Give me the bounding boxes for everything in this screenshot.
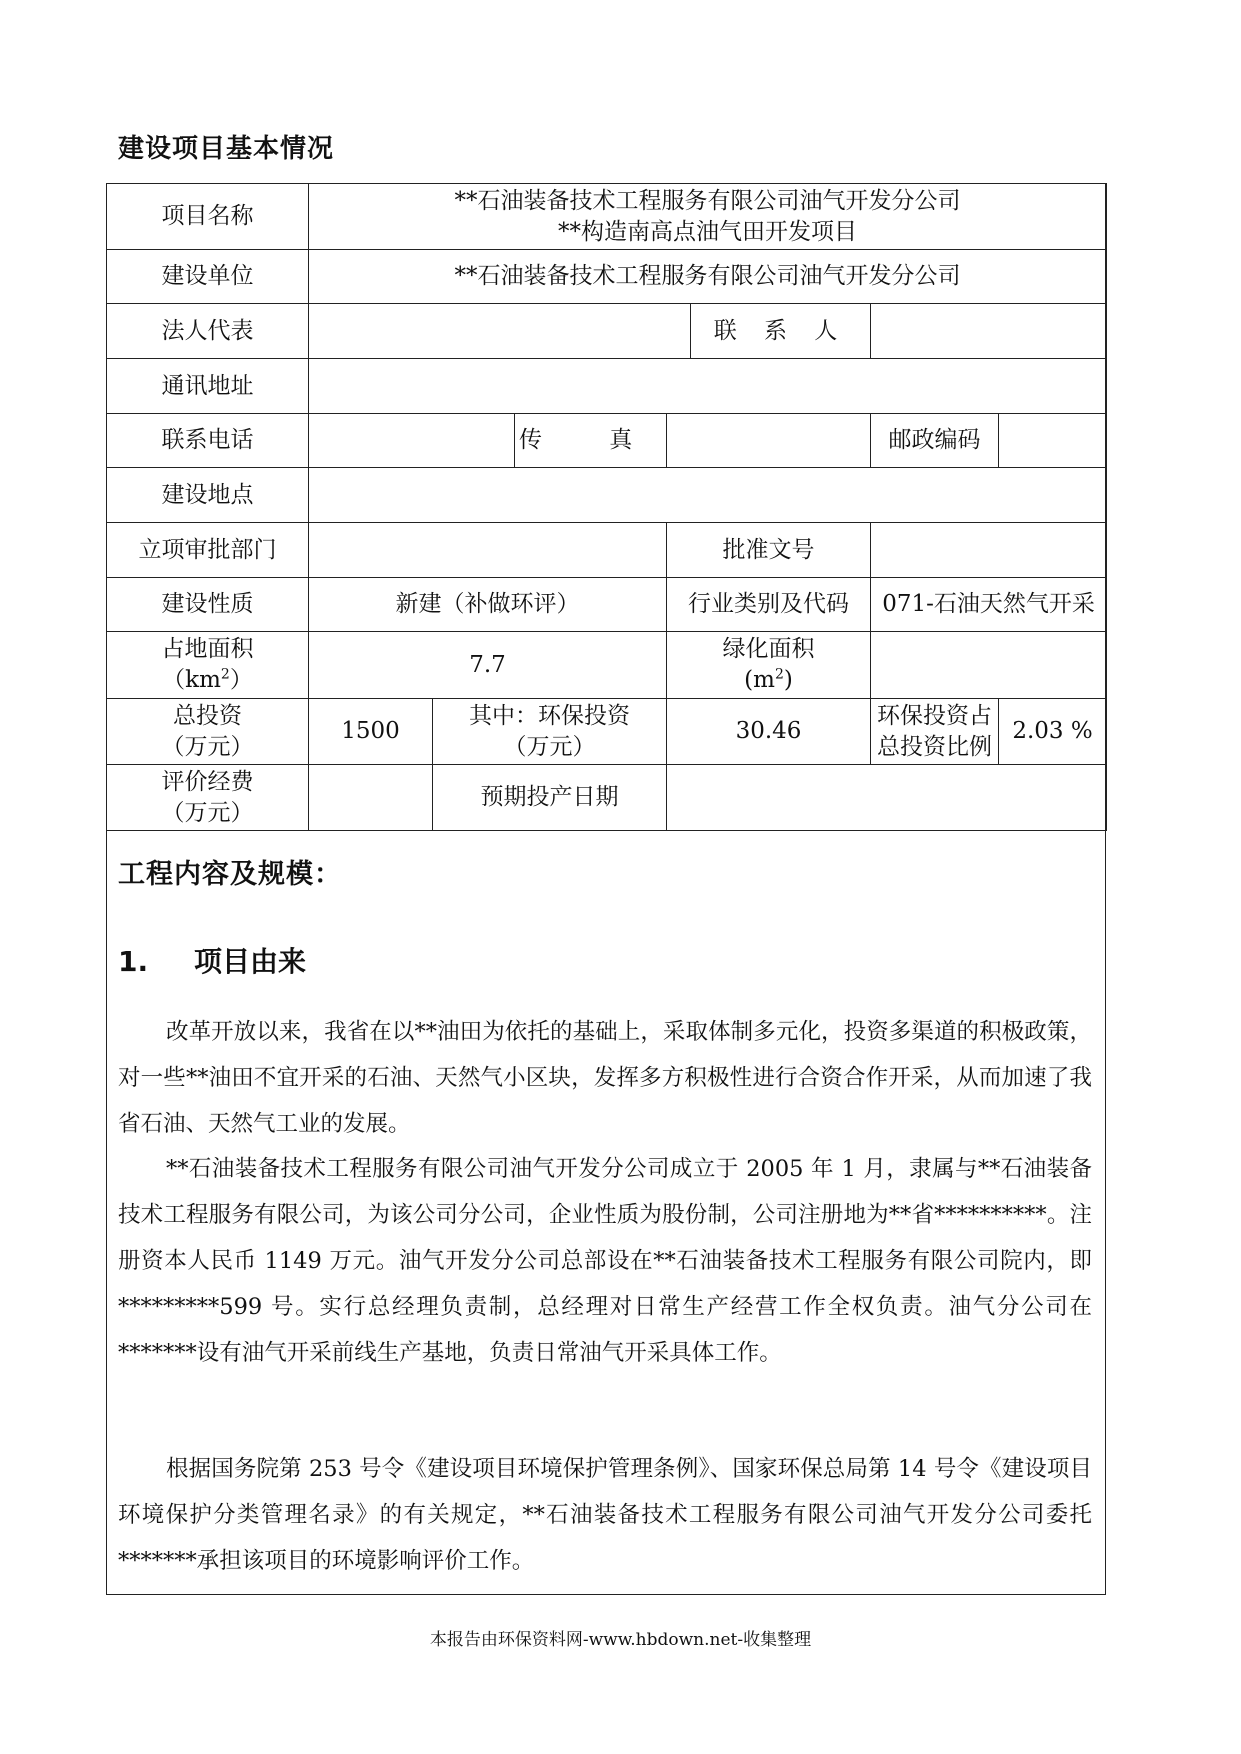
green-label [667,632,871,699]
env-invest-value: 30.46 [667,699,871,765]
industry-value: 071-石油天然气开采 [871,578,1107,632]
row-site [107,468,1107,523]
approval-no-value [871,523,1107,578]
expected-date-value [667,765,1107,831]
area-unit: （km [162,667,221,693]
phone-label: 联系电话 [107,414,309,468]
green-value [871,632,1107,699]
green-unit-sup: 2 [774,666,784,683]
section-heading: 工程内容及规模： [118,859,342,890]
green-unit: (m [744,667,775,693]
project-name-label: 项目名称 [107,184,309,250]
industry-label: 行业类别及代码 [667,578,871,632]
row-area [107,632,1107,699]
phone-value [309,414,515,468]
project-name-line1: **石油装备技术工程服务有限公司油气开发分公司 [454,187,961,214]
row-project-name [107,184,1107,250]
row-builder [107,250,1107,304]
postcode-label: 邮政编码 [871,414,999,468]
contact-value [871,304,1107,359]
area-value: 7.7 [309,632,667,699]
paragraph-1: 改革开放以来，我省在以**油田为依托的基础上，采取体制多元化，投资多渠道的积极政策，对一些**油田不宜开采的石油、天然气小区块，发挥多方积极性进行合资合作开采，从而加速了我省石油、天然气工业的发展。 [118,1019,1092,1137]
row-eval-fee [107,765,1107,831]
builder-value: **石油装备技术工程服务有限公司油气开发分公司 [309,250,1107,304]
address-label: 通讯地址 [107,359,309,414]
env-invest-label-line2: （万元） [503,733,596,760]
green-label-line2 [671,665,866,696]
ratio-value: 2.03 % [999,699,1107,765]
env-invest-label-line1: 其中：环保投资 [469,702,630,729]
site-value [309,468,1107,523]
row-investment [107,699,1107,765]
builder-label: 建设单位 [107,250,309,304]
contact-label: 联 系 人 [691,304,871,359]
expected-date-label: 预期投产日期 [433,765,667,831]
env-invest-label [433,699,667,765]
paragraph-3: 根据国务院第 253 号令《建设项目环境保护管理条例》、国家环保总局第 14 号令《建设项目环境保护分类管理名录》的有关规定，**石油装备技术工程服务有限公司油气开发分公司委托*******承担该项目的环境影响评价工作。 [118,1456,1092,1574]
area-unit-sup: 2 [220,666,230,683]
approval-dept-value [309,523,667,578]
eval-fee-label-line1: 评价经费 [161,768,254,795]
address-value [309,359,1107,414]
green-label-line1: 绿化面积 [722,636,815,662]
fax-label: 传 真 [515,414,667,468]
paragraph-2: **石油装备技术工程服务有限公司油气开发分公司成立于 2005 年 1 月，隶属与**石油装备技术工程服务有限公司，为该公司分公司，企业性质为股份制，公司注册地为**省**********。注册资本人民币 1149 万元。油气开发分公司总部设在**石油装备技术工程服务有限公司院内，即*********599 号。实行总经理负责制，总经理对日常生产经营工作全权负责。油气分公司在*******设有油气开采前线生产基地，负责日常油气开采具体工作。 [118,1156,1092,1366]
invest-label-line2: （万元） [161,733,254,760]
approval-no-label: 批准文号 [667,523,871,578]
eval-fee-value [309,765,433,831]
approval-dept-label: 立项审批部门 [107,523,309,578]
area-label-line2 [111,665,304,696]
page-footer: 本报告由环保资料网-www.hbdown.net-收集整理 [429,1630,812,1650]
eval-fee-label [107,765,309,831]
subsection-heading [118,940,306,980]
ratio-label [871,699,999,765]
invest-label [107,699,309,765]
nature-value: 新建（补做环评） [309,578,667,632]
postcode-value [999,414,1107,468]
ratio-label-line1: 环保投资占 [877,702,992,729]
project-name-value [309,184,1107,250]
area-label [107,632,309,699]
row-approval [107,523,1107,578]
fax-value [667,414,871,468]
nature-label: 建设性质 [107,578,309,632]
subsection-number: 1. [118,945,149,978]
invest-value: 1500 [309,699,433,765]
green-unit-close: ) [783,667,793,693]
row-nature [107,578,1107,632]
page-title: 建设项目基本情况 [118,134,335,164]
ratio-label-line2: 总投资比例 [877,733,992,760]
subsection-title: 项目由来 [194,945,307,978]
row-phone [107,414,1107,468]
row-address [107,359,1107,414]
legal-rep-label: 法人代表 [107,304,309,359]
area-unit-close: ） [229,667,253,693]
project-name-line2: **构造南高点油气田开发项目 [558,218,858,245]
eval-fee-label-line2: （万元） [161,799,254,826]
site-label: 建设地点 [107,468,309,523]
row-legal-rep [107,304,1107,359]
invest-label-line1: 总投资 [173,702,242,729]
legal-rep-value [309,304,691,359]
project-info-table [106,183,1107,831]
area-label-line1: 占地面积 [161,636,254,662]
